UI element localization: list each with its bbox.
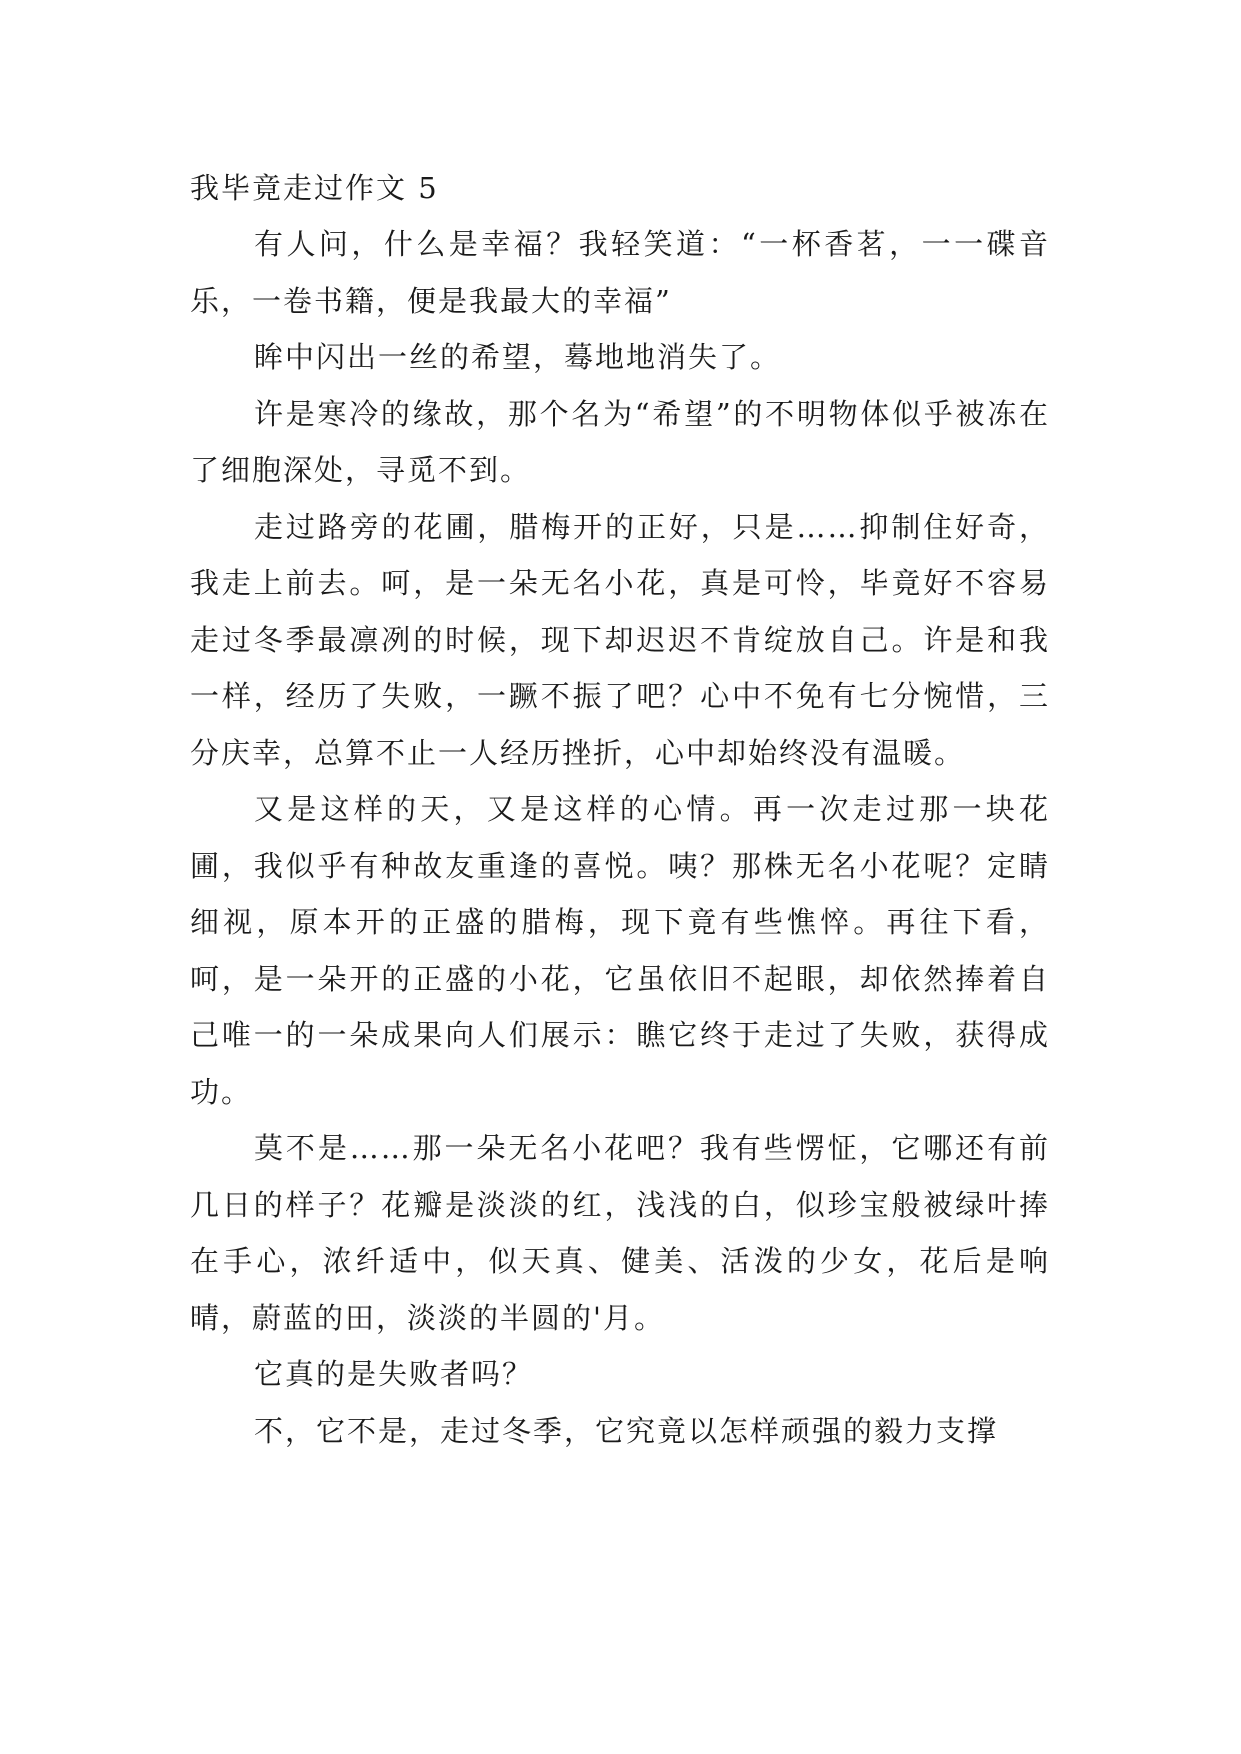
paragraph-2: 眸中闪出一丝的希望，蓦地地消失了。 — [254, 340, 782, 374]
paragraph-3: 许是寒冷的缘故，那个名为“希望”的不明物体似乎被冻在了细胞深处，寻觅不到。 — [190, 396, 1050, 487]
document-page — [190, 160, 1050, 1459]
paragraph-1: 有人问，什么是幸福？我轻笑道：“一杯香茗，一一碟音乐，一卷书籍，便是我最大的幸福” — [190, 227, 1050, 318]
paragraph-5: 又是这样的天，又是这样的心情。再一次走过那一块花圃，我似乎有种故友重逢的喜悦。咦？那株无名小花呢？定睛细视，原本开的正盛的腊梅，现下竟有些憔悴。再往下看，呵，是一朵开的正盛的小花，它虽依旧不起眼，却依然捧着自己唯一的一朵成果向人们展示：瞧它终于走过了失败，获得成功。 — [190, 792, 1050, 1109]
paragraph-4: 走过路旁的花圃，腊梅开的正好，只是……抑制住好奇，我走上前去。呵，是一朵无名小花，真是可怜，毕竟好不容易走过冬季最凛冽的时候，现下却迟迟不肯绽放自己。许是和我一样，经历了失败，一蹶不振了吧？心中不免有七分惋惜，三分庆幸，总算不止一人经历挫折，心中却始终没有温暖。 — [190, 509, 1050, 770]
paragraph-7: 它真的是失败者吗？ — [254, 1357, 534, 1391]
document-title: 我毕竟走过作文 5 — [190, 171, 439, 205]
paragraph-8: 不，它不是，走过冬季，它究竟以怎样顽强的毅力支撑 — [254, 1413, 999, 1448]
paragraph-6: 莫不是……那一朵无名小花吧？我有些愣怔，它哪还有前几日的样子？花瓣是淡淡的红，浅浅的白，似珍宝般被绿叶捧在手心，浓纤适中，似天真、健美、活泼的少女，花后是响晴，蔚蓝的田，淡淡的半圆的'月。 — [190, 1131, 1050, 1335]
